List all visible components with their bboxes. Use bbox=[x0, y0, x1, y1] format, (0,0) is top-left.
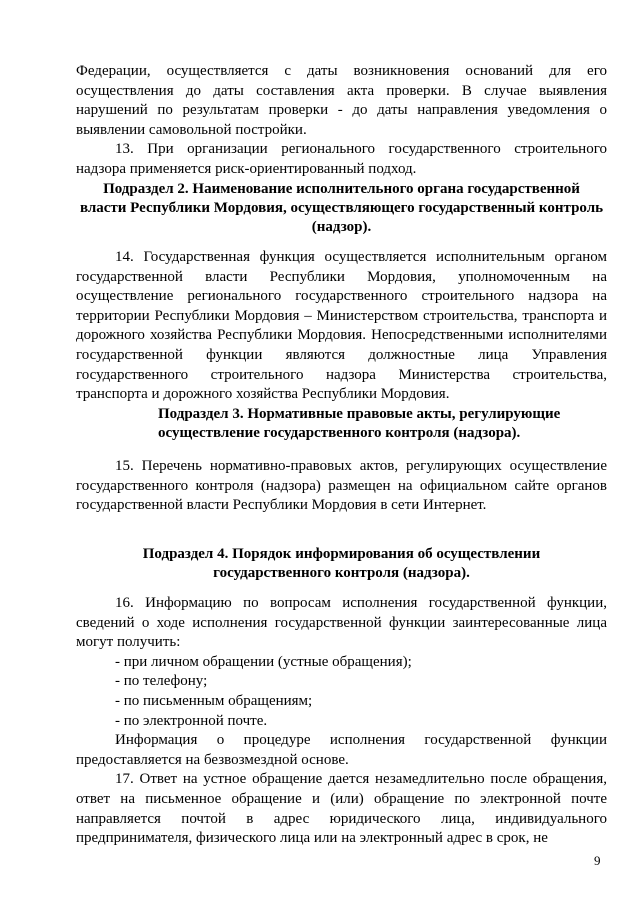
text-block-2 bbox=[76, 248, 607, 405]
page-number: 9 bbox=[594, 853, 601, 868]
paragraph-13: 13. При организации регионального государственного строительного надзора применяется риск-ориентированный подход. bbox=[76, 141, 607, 177]
heading-2-line-1: Подраздел 2. Наименование исполнительного органа государственной bbox=[103, 181, 580, 197]
paragraph-17: 17. Ответ на устное обращение дается незамедлительно после обращения, ответ на письменное обращение и (или) обращение по электронной почте направляется почтой в адрес юридического лица, индивидуального предпринимателя, физического лица или на электронный адрес в срок, не bbox=[76, 771, 607, 847]
list-item: - при личном обращении (устные обращения); bbox=[115, 653, 412, 670]
paragraph-15: 15. Перечень нормативно-правовых актов, регулирующих осуществление государственного контроля (надзора) размещен на официальном сайте органов государственной власти Республики Мордовия в сети Интернет. bbox=[76, 458, 607, 514]
heading-3-line-2: осуществление государственного контроля (надзора). bbox=[158, 425, 521, 441]
heading-3-line-1: Подраздел 3. Нормативные правовые акты, регулирующие bbox=[158, 406, 561, 422]
text-block-4 bbox=[76, 594, 607, 849]
paragraph-info: Информация о процедуре исполнения государственной функции предоставляется на безвозмездной основе. bbox=[76, 732, 607, 768]
text-block-3 bbox=[76, 457, 607, 516]
heading-2-line-2: власти Республики Мордовия, осуществляющего государственный контроль bbox=[79, 200, 604, 216]
paragraph-16: 16. Информацию по вопросам исполнения государственной функции, сведений о ходе исполнения государственной функции заинтересованные лица могут получить: bbox=[76, 595, 607, 651]
paragraph-14: 14. Государственная функция осуществляется исполнительным органом государственной власти Республики Мордовия, уполномоченным на осуществление регионального государственного строительного надзора на территории Республики Мордовия – Министерством строительства, транспорта и дорожного хозяйства Республики Мордовия. Непосредственными исполнителями государственной функции являются должностные лица Управления государственного строительного надзора Министерства строительства, транспорта и дорожного хозяйства Республики Мордовия. bbox=[76, 249, 607, 403]
paragraph-continuation: Федерации, осуществляется с даты возникновения оснований для его осуществления до даты составления акта проверки. В случае выявления нарушений по результатам проверки - до даты направления уведомления о выявлении самовольной постройки. bbox=[76, 63, 607, 138]
list-item: - по телефону; bbox=[115, 673, 208, 690]
heading-subsection-4 bbox=[76, 545, 607, 583]
list-item: - по письменным обращениям; bbox=[115, 692, 313, 709]
heading-subsection-2 bbox=[76, 180, 607, 237]
heading-subsection-3 bbox=[158, 405, 560, 443]
list-item: - по электронной почте. bbox=[115, 712, 268, 729]
heading-4-line-2: государственного контроля (надзора). bbox=[213, 565, 470, 581]
heading-2-line-3: (надзор). bbox=[311, 219, 372, 235]
heading-4-line-1: Подраздел 4. Порядок информирования об осуществлении bbox=[142, 546, 541, 562]
text-block-1 bbox=[76, 62, 607, 180]
